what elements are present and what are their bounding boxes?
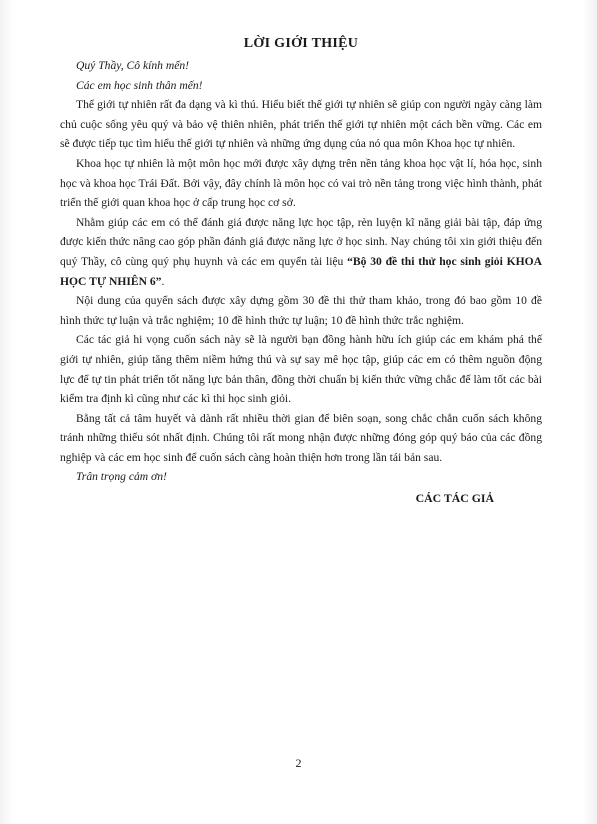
greeting-teachers: Quý Thầy, Cô kính mến! — [76, 59, 190, 72]
greeting-students: Các em học sinh thân mến! — [76, 78, 203, 92]
paragraph-contents: Nội dung của quyển sách được xây dựng gồm 30 đề thi thử tham khảo, trong đó bao gồm 10 đề hình thức tự luận và trắc nghiệm; 10 đề hình thức tự luận; 10 đề hình thức trắc nghiệm. — [60, 294, 542, 327]
paragraph-intro: Thế giới tự nhiên rất đa dạng và kì thú. Hiểu biết thế giới tự nhiên sẽ giúp con người ngày càng làm chủ cuộc sống yêu quý và bảo vệ thiên nhiên, phát triển thế giới tự nhiên một cách bền vững. Các em sẽ được tiếp tục tìm hiểu thế giới tự nhiên và những ứng dụng của nó qua môn Khoa học tự nhiên. — [60, 98, 542, 151]
page-title: LỜI GIỚI THIỆU — [243, 36, 359, 51]
signature: CÁC TÁC GIẢ — [415, 491, 494, 506]
page-content — [60, 34, 542, 509]
paragraph-hopes: Các tác giả hi vọng cuốn sách này sẽ là người bạn đồng hành hữu ích giúp các em khám phá thế giới tự nhiên, giúp tăng thêm niềm hứng thú và sự say mê học tập, giúp các em có thêm nguồn động lực để tự tin phát triển tốt năng lực bản thân, đồng thời chuẩn bị kiến thức vững chắc để làm tốt các bài kiểm tra định kì cũng như các kì thi học sinh giỏi. — [60, 333, 542, 406]
page-number: 2 — [295, 756, 302, 770]
paragraph-feedback: Bằng tất cả tâm huyết và dành rất nhiều thời gian để biên soạn, song chắc chắn cuốn sách không tránh những thiếu sót nhất định. Chúng tôi rất mong nhận được những đóng góp quý báo của các đồng nghiệp và các em học sinh để cuốn sách càng hoàn thiện hơn trong lần tái bản sau. — [60, 411, 542, 464]
paragraph-book-intro — [60, 213, 542, 291]
closing-line: Trân trọng cảm ơn! — [76, 470, 167, 484]
paragraph-book-end: . — [161, 274, 165, 288]
book-title: “Bộ 30 đề thi thử học sinh giỏi KHOA HỌC TỰ NHIÊN 6” — [60, 254, 542, 288]
paragraph-subject: Khoa học tự nhiên là một môn học mới được xây dựng trên nền tảng khoa học vật lí, hóa học, sinh học và khoa học Trái Đất. Bởi vậy, đây chính là môn học có vai trò nền tảng trong việc hình thành, phát triển thế giới quan khoa học ở cấp trung học cơ sở. — [60, 156, 542, 210]
paragraph-book-text: Nhằm giúp các em có thể đánh giá được năng lực học tập, rèn luyện kĩ năng giải bài tập, đáp ứng được kiến thức nâng cao góp phần đánh giá được năng lực ở học sinh. Nay chúng tôi xin giới thiệu đến quý Thầy, cô cùng quý phụ huynh và các em quyển tài liệu — [60, 215, 542, 268]
